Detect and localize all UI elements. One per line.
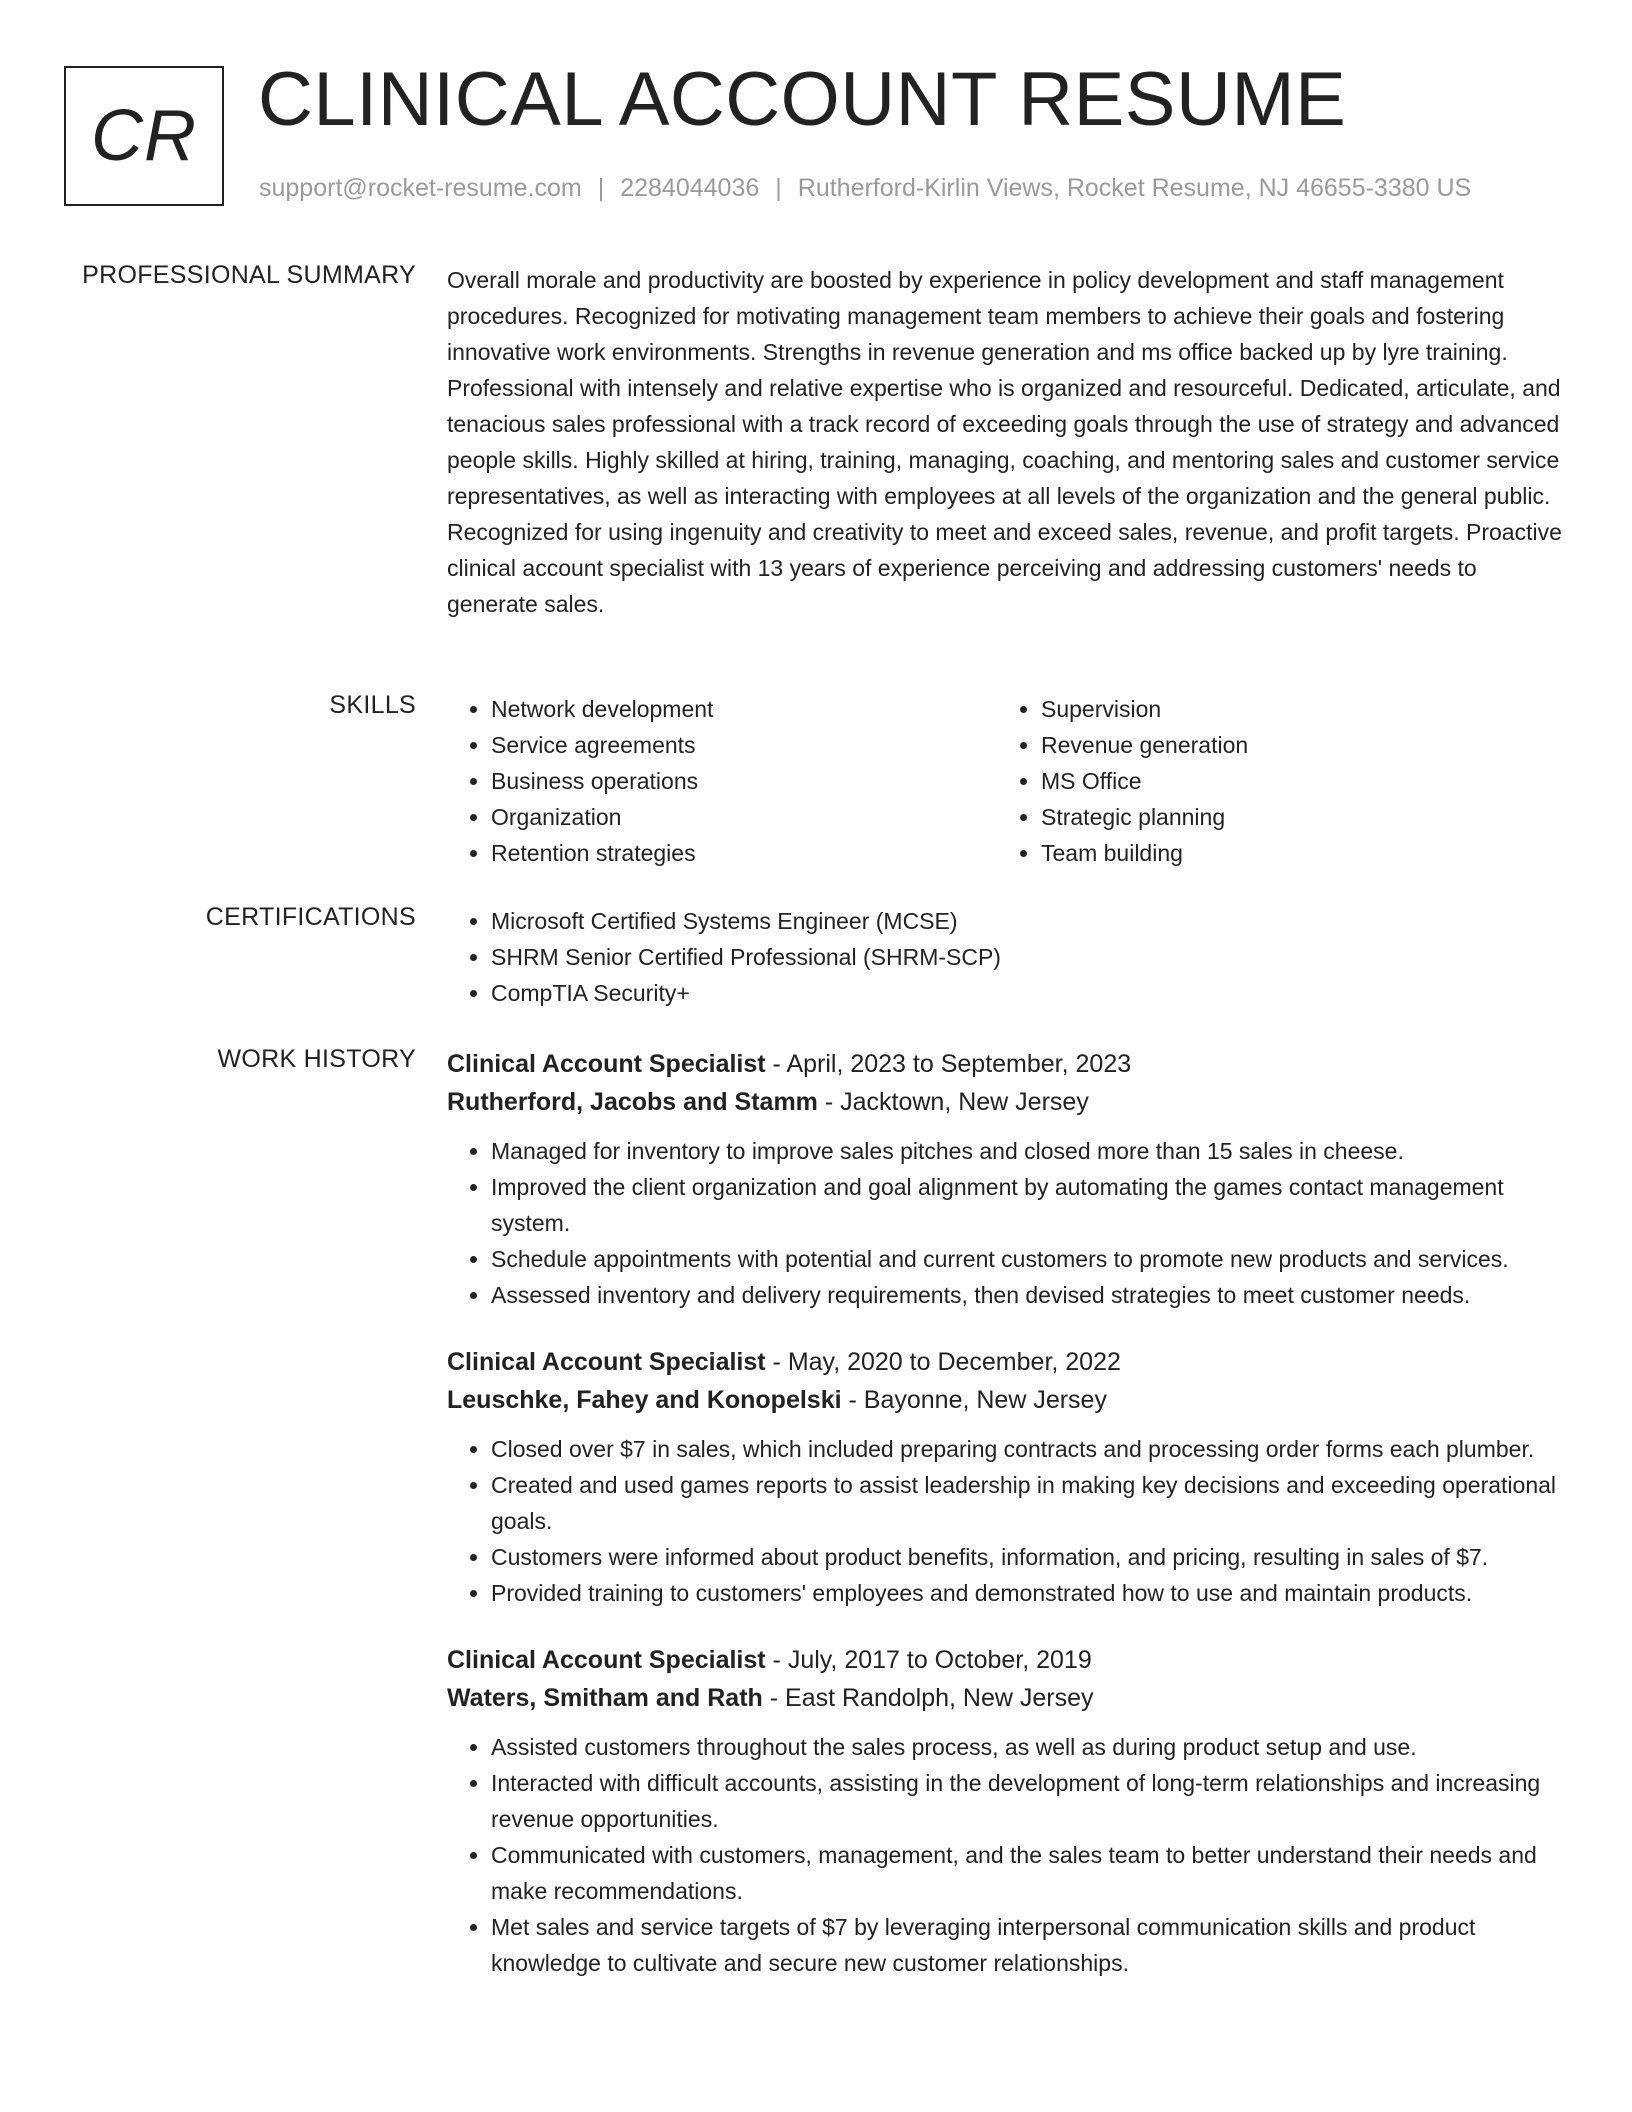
certification-item: • Microsoft Certified Systems Engineer (MCSE) bbox=[491, 903, 1567, 939]
skill-item: • Business operations bbox=[491, 763, 997, 799]
summary-body bbox=[447, 262, 1567, 622]
job-title-line bbox=[447, 1343, 1567, 1381]
job-bullet: • Schedule appointments with potential and current customers to promote new products and services. bbox=[491, 1241, 1567, 1277]
contact-phone: 2284044036 bbox=[620, 174, 760, 202]
contact-separator: | bbox=[775, 174, 782, 202]
skill-item: • Retention strategies bbox=[491, 835, 997, 871]
certifications-heading: CERTIFICATIONS bbox=[205, 903, 416, 931]
certifications-body bbox=[447, 903, 1567, 1011]
skill-item: • Organization bbox=[491, 799, 997, 835]
job-bullet: • Improved the client organization and goal alignment by automating the games contact management system. bbox=[491, 1169, 1567, 1241]
job-title: Clinical Account Specialist bbox=[447, 1646, 766, 1674]
contact-line bbox=[259, 174, 1471, 203]
job-entry bbox=[447, 1641, 1567, 1981]
job-title: Clinical Account Specialist bbox=[447, 1050, 766, 1078]
skill-item: • Revenue generation bbox=[1041, 727, 1547, 763]
job-bullet: • Provided training to customers' employees and demonstrated how to use and maintain products. bbox=[491, 1575, 1567, 1611]
job-location: - Bayonne, New Jersey bbox=[841, 1386, 1107, 1414]
contact-address: Rutherford-Kirlin Views, Rocket Resume, NJ 46655-3380 US bbox=[797, 174, 1472, 202]
job-dates: - April, 2023 to September, 2023 bbox=[765, 1050, 1132, 1078]
job-title: Clinical Account Specialist bbox=[447, 1348, 766, 1376]
certification-item: • SHRM Senior Certified Professional (SHRM-SCP) bbox=[491, 939, 1567, 975]
job-bullet: • Assessed inventory and delivery requirements, then devised strategies to meet customer needs. bbox=[491, 1277, 1567, 1313]
job-bullet: • Assisted customers throughout the sales process, as well as during product setup and use. bbox=[491, 1729, 1567, 1765]
skill-item: • Supervision bbox=[1041, 691, 1547, 727]
job-title-line bbox=[447, 1641, 1567, 1679]
job-bullet: • Customers were informed about product benefits, information, and pricing, resulting in sales of $7. bbox=[491, 1539, 1567, 1575]
job-location: - Jacktown, New Jersey bbox=[817, 1088, 1089, 1116]
skill-item: • Strategic planning bbox=[1041, 799, 1547, 835]
skills-heading: SKILLS bbox=[329, 691, 416, 719]
job-dates: - July, 2017 to October, 2019 bbox=[765, 1646, 1092, 1674]
job-entry bbox=[447, 1343, 1567, 1611]
resume-title: CLINICAL ACCOUNT RESUME bbox=[258, 57, 1347, 142]
summary-heading: PROFESSIONAL SUMMARY bbox=[82, 261, 416, 289]
skills-grid bbox=[447, 691, 1567, 871]
skill-item: • Team building bbox=[1041, 835, 1547, 871]
monogram-logo: CR bbox=[64, 66, 224, 206]
skills-column-right bbox=[997, 691, 1547, 871]
job-bullet: • Closed over $7 in sales, which included preparing contracts and processing order forms each plumber. bbox=[491, 1431, 1567, 1467]
skills-body bbox=[447, 691, 1567, 871]
job-entry bbox=[447, 1045, 1567, 1313]
job-company: Rutherford, Jacobs and Stamm bbox=[447, 1088, 818, 1116]
work-history-body bbox=[447, 1045, 1567, 2011]
work-history-heading: WORK HISTORY bbox=[217, 1045, 416, 1073]
skill-item: • Service agreements bbox=[491, 727, 997, 763]
job-bullet: • Created and used games reports to assist leadership in making key decisions and exceeding operational goals. bbox=[491, 1467, 1567, 1539]
job-bullet: • Met sales and service targets of $7 by leveraging interpersonal communication skills and product knowledge to cultivate and secure new customer relationships. bbox=[491, 1909, 1567, 1981]
job-company: Leuschke, Fahey and Konopelski bbox=[447, 1386, 842, 1414]
certification-item: • CompTIA Security+ bbox=[491, 975, 1567, 1011]
job-title-line bbox=[447, 1045, 1567, 1083]
job-bullet: • Interacted with difficult accounts, assisting in the development of long-term relationships and increasing revenue opportunities. bbox=[491, 1765, 1567, 1837]
skill-item: • MS Office bbox=[1041, 763, 1547, 799]
summary-text: Overall morale and productivity are boosted by experience in policy development and staff management procedures. Recognized for motivating management team members to achieve their goals and fostering innovative work environments. Strengths in revenue generation and ms office backed up by lyre training. Professional with intensely and relative expertise who is organized and resourceful. Dedicated, articulate, and tenacious sales professional with a track record of exceeding goals through the use of strategy and advanced people skills. Highly skilled at hiring, training, managing, coaching, and mentoring sales and customer service representatives, as well as interacting with employees at all levels of the organization and the general public. Recognized for using ingenuity and creativity to meet and exceed sales, revenue, and profit targets. Proactive clinical account specialist with 13 years of experience perceiving and addressing customers' needs to generate sales. bbox=[447, 267, 1562, 617]
job-dates: - May, 2020 to December, 2022 bbox=[765, 1348, 1121, 1376]
contact-separator: | bbox=[597, 174, 605, 202]
contact-email: support@rocket-resume.com bbox=[259, 174, 582, 202]
job-company-line bbox=[447, 1679, 1567, 1717]
job-company-line bbox=[447, 1381, 1567, 1419]
skills-column-left bbox=[447, 691, 997, 871]
job-company-line bbox=[447, 1083, 1567, 1121]
job-company: Waters, Smitham and Rath bbox=[447, 1684, 763, 1712]
job-location: - East Randolph, New Jersey bbox=[762, 1684, 1094, 1712]
job-bullet: • Communicated with customers, management, and the sales team to better understand their needs and make recommendations. bbox=[491, 1837, 1567, 1909]
job-bullet: • Managed for inventory to improve sales pitches and closed more than 15 sales in cheese. bbox=[491, 1133, 1567, 1169]
skill-item: • Network development bbox=[491, 691, 997, 727]
